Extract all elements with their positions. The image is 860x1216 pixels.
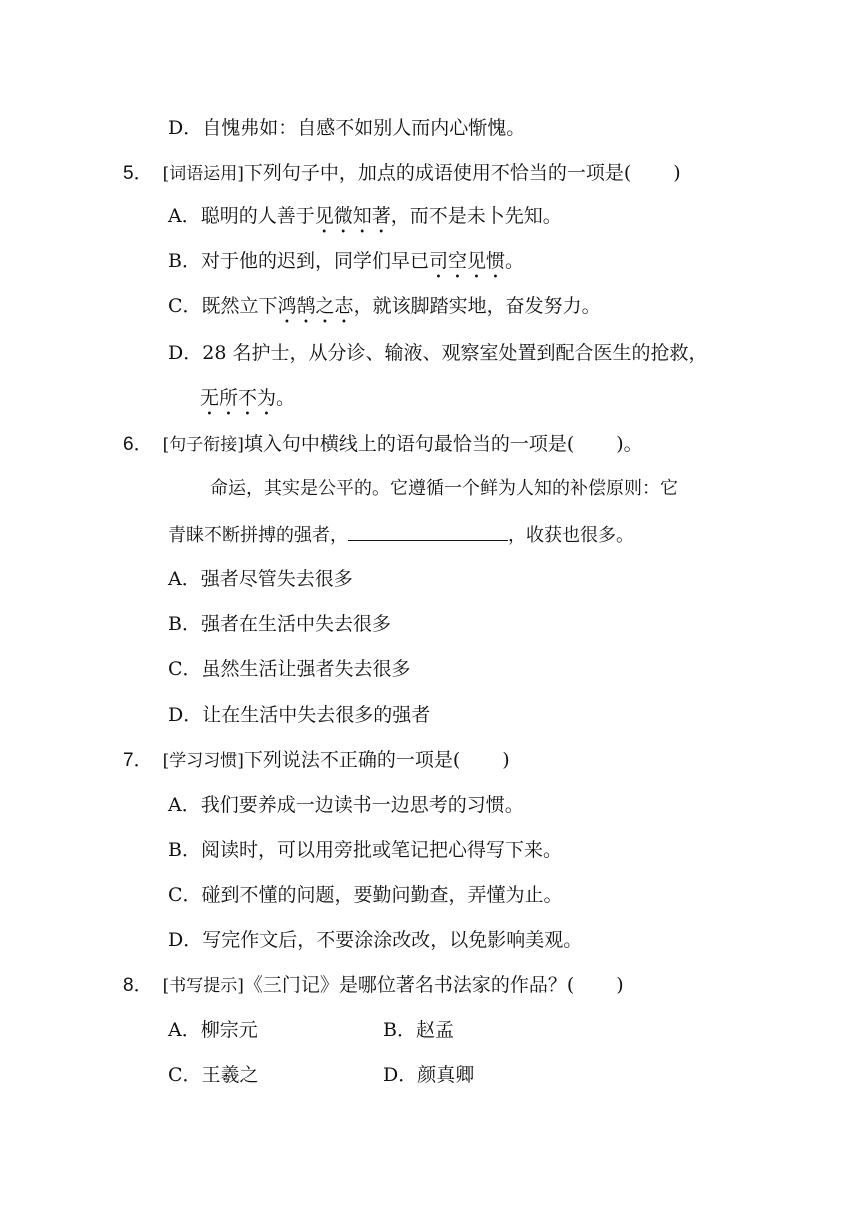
q5-d-idiom: 无所不为 xyxy=(200,387,277,409)
q5-a-text: A．聪明的人善于 xyxy=(168,205,315,227)
question-8-stem xyxy=(123,973,624,998)
q7-number: 7． xyxy=(123,750,153,771)
q6-passage-post: ，收获也很多。 xyxy=(508,525,634,546)
q8-text: 《三门记》是哪位著名书法家的作品？( xyxy=(243,974,575,996)
q5-close: ) xyxy=(673,162,681,184)
q5-b-idiom: 司空见惯 xyxy=(428,250,505,272)
q6-passage-line2 xyxy=(168,522,634,548)
q5-option-b[interactable] xyxy=(168,249,524,283)
q7-option-b[interactable]: B．阅读时，可以用旁批或笔记把心得写下来。 xyxy=(168,839,562,861)
q5-option-d[interactable]: D．28 名护士，从分诊、输液、观察室处置到配合医生的抢救， xyxy=(168,342,708,364)
q6-passage-line1: 命运，其实是公平的。它遵循一个鲜为人知的补偿原则：它 xyxy=(210,478,678,499)
question-7-stem xyxy=(123,748,510,773)
q6-option-c[interactable]: C．虽然生活让强者失去很多 xyxy=(168,658,411,680)
q8-option-b[interactable]: B．赵孟 xyxy=(383,1019,454,1041)
q6-text: 填入句中横线上的语句最恰当的一项是( xyxy=(243,433,575,455)
q5-d-post: 。 xyxy=(276,387,296,409)
q7-text: 下列说法不正确的一项是( xyxy=(243,749,461,771)
question-6-stem xyxy=(123,432,643,457)
q4-option-d: D．自愧弗如：自感不如别人而内心惭愧。 xyxy=(168,117,526,139)
q5-option-a[interactable] xyxy=(168,204,562,238)
q6-option-d[interactable]: D．让在生活中失去很多的强者 xyxy=(168,704,431,726)
q5-c-post: ，就该脚踏实地，奋发努力。 xyxy=(353,295,601,317)
q5-b-text: B．对于他的迟到，同学们早已 xyxy=(168,250,429,272)
q6-blank[interactable] xyxy=(348,522,508,541)
q5-option-c[interactable] xyxy=(168,294,601,328)
q8-tag: [书写提示] xyxy=(162,976,244,996)
q5-number: 5． xyxy=(123,163,153,184)
q8-number: 8． xyxy=(123,975,153,996)
q6-number: 6． xyxy=(123,434,153,455)
q5-c-text: C．既然立下 xyxy=(168,295,278,317)
q6-option-a[interactable]: A．强者尽管失去很多 xyxy=(168,568,353,590)
q8-close: ) xyxy=(616,974,624,996)
q6-passage-pre: 青睐不断拼搏的强者， xyxy=(168,525,348,546)
q5-a-post: ，而不是未卜先知。 xyxy=(390,205,562,227)
q7-close: ) xyxy=(502,749,510,771)
q7-option-a[interactable]: A．我们要养成一边读书一边思考的习惯。 xyxy=(168,794,524,816)
q8-option-c[interactable]: C．王羲之 xyxy=(168,1064,259,1086)
q5-option-d-cont xyxy=(200,386,295,420)
q5-c-idiom: 鸿鹄之志 xyxy=(277,295,354,317)
q7-option-d[interactable]: D．写完作文后，不要涂涂改改，以免影响美观。 xyxy=(168,929,583,951)
q7-option-c[interactable]: C．碰到不懂的问题，要勤问勤查，弄懂为止。 xyxy=(168,884,563,906)
q6-close: )。 xyxy=(616,433,643,455)
q6-option-b[interactable]: B．强者在生活中失去很多 xyxy=(168,613,391,635)
q6-tag: [句子衔接] xyxy=(162,435,244,455)
q5-a-idiom: 见微知著 xyxy=(314,205,391,227)
q8-option-a[interactable]: A．柳宗元 xyxy=(168,1019,258,1041)
q8-option-d[interactable]: D．颜真卿 xyxy=(383,1064,475,1086)
q5-text: 下列句子中，加点的成语使用不恰当的一项是( xyxy=(243,162,632,184)
q5-tag: [词语运用] xyxy=(162,164,244,184)
q7-tag: [学习习惯] xyxy=(162,751,244,771)
q5-b-post: 。 xyxy=(504,250,524,272)
question-5-stem xyxy=(123,161,681,186)
